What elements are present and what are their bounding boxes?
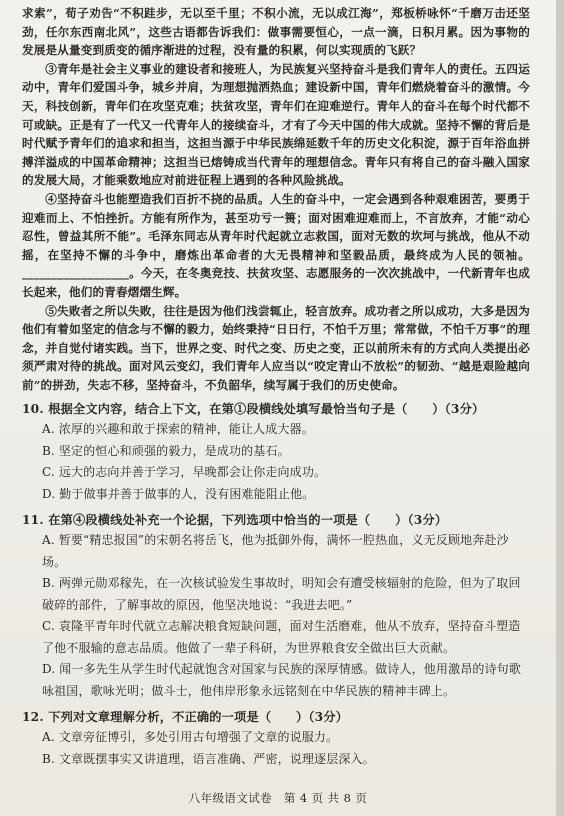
page-content xyxy=(22,4,530,770)
passage-paragraph-continued: 求索”，荀子劝告“不积跬步，无以至千里；不积小流，无以成江海”，郑板桥咏怀“千磨万击还坚劲，任尔东西南北风”，这些古语都告诉我们：做事需要恒心，一点一滴，日积月累。因为事物的发展是从量变到质变的循序渐进的过程，没有量的积累，何以实现质的飞跃？ xyxy=(22,6,530,58)
passage-paragraph-3: ③青年是社会主义事业的建设者和接班人，为民族复兴坚持奋斗是我们青年人的责任。五四运动中，青年们爱国斗争，城乡并肩，为理想抛洒热血；建设新中国，青年们燃烧着奋斗的激情。今天，科技创新，青年们在攻坚克难；扶贫攻坚，青年们在迎难逆行。青年人的奋斗在每个时代都不可或缺。正是有了一代又一代青年人的接续奋斗，才有了今天中国的伟大成就。坚持不懈的背后是时代赋予青年们的追求和担当，这担当源于中华民族绵延数千年的历史文化积淀，源于百年浴血拼搏洋溢成的中国革命精神；这担当已熔铸成当代青年的理想信念。青年只有将自己的奋斗融入国家的发展大局，才能乘数地应对前进征程上遇到的各种风险挑战。 xyxy=(22,61,530,188)
option-c: C. 远大的志向并善于学习，早晚都会让你走向成功。 xyxy=(42,465,327,480)
option-b: B. 坚定的恒心和顽强的毅力，是成功的基石。 xyxy=(42,443,290,458)
option-c: C. 袁隆平青年时代就立志解决粮食短缺问题，面对生活磨难，他从不放弃，坚持奋斗塑造了他不服输的意志品质。他做了一辈子科研，为世界粮食安全做出巨大贡献。 xyxy=(42,619,521,655)
option-a: A. 浓厚的兴趣和敢于探索的精神，能让人成大器。 xyxy=(42,422,314,437)
option-b: B. 两弹元勋邓稼先，在一次核试验发生事故时，明知会有遭受核辐射的危险，但为了取回破碎的部件，了解事故的原因，他坚决地说：“我进去吧。” xyxy=(42,576,521,612)
passage-paragraph-4: ④坚持奋斗也能塑造我们百折不挠的品质。人生的奋斗中，一定会遇到各种艰难困苦，要勇于迎难而上、不怕挫折。方能有所作为，甚至功亏一篑；面对困难迎难而上，不言放弃，才能“动心忍性，曾益其所不能”。毛泽东同志从青年时代起就立志救国，面对无数的坎坷与挑战，他从不动摇，在坚持不懈的斗争中，磨炼出革命者的大无畏精神和坚毅品质，最终成为人民的领袖。__________________。今天，在冬奥竞技、扶贫攻坚、志愿服务的一次次挑战中，一代新青年也成长起来，他们的青春熠熠生辉。 xyxy=(22,191,530,299)
option-d: D. 闻一多先生从学生时代起就饱含对国家与民族的深厚情感。做诗人，他用激昂的诗句歌咏祖国，歌咏光明；做斗士，他伟岸形象永远铭刻在中华民族的精神丰碑上。 xyxy=(42,662,521,698)
question-11 xyxy=(22,511,530,702)
option-a: A. 文章旁征博引，多处引用古句增强了文章的说服力。 xyxy=(42,730,339,745)
paper-edge-shadow xyxy=(556,0,564,816)
question-stem: 12. 下列对文章理解分析，不正确的一项是（ ）（3分） xyxy=(22,710,349,725)
question-stem: 10. 根据全文内容，结合上下文，在第①段横线处填写最恰当句子是（ ）（3分） xyxy=(22,402,485,417)
question-12 xyxy=(22,708,530,770)
passage-paragraph-5: ⑤失败者之所以失败，往往是因为他们浅尝辄止，轻言放弃。成功者之所以成功，大多是因为他们有着如坚定的信念与不懈的毅力，始终秉持“日日行，不怕千万里；常常做，不怕千万事”的理念，并自觉付诸实践。当下，世界之变、时代之变、历史之变，正以前所未有的方式向人类提出必须严肃对待的挑战。面对风云变幻，我们青年人应当以“咬定青山不放松”的韧劲、“越是艰险越向前”的拼劲，失志不移，坚持奋斗，不负韶华，续写属于我们的历史使命。 xyxy=(22,303,530,392)
option-b: B. 文章既摆事实又讲道理，语言准确、严密，说理逐层深入。 xyxy=(42,751,375,766)
option-d: D. 勤于做事并善于做事的人，没有困难能阻止他。 xyxy=(42,486,315,501)
question-10 xyxy=(22,400,530,505)
option-a: A. 暂要“精忠报国”的宋朝名将岳飞，他为抵御外侮，满怀一腔热血，义无反顾地奔赴沙场。 xyxy=(42,533,509,569)
question-stem: 11. 在第④段横线处补充一个论据，下列选项中恰当的一项是（ ）（3分） xyxy=(22,513,448,528)
page-footer: 八年级语文试卷 第 4 页 共 8 页 xyxy=(188,791,368,805)
